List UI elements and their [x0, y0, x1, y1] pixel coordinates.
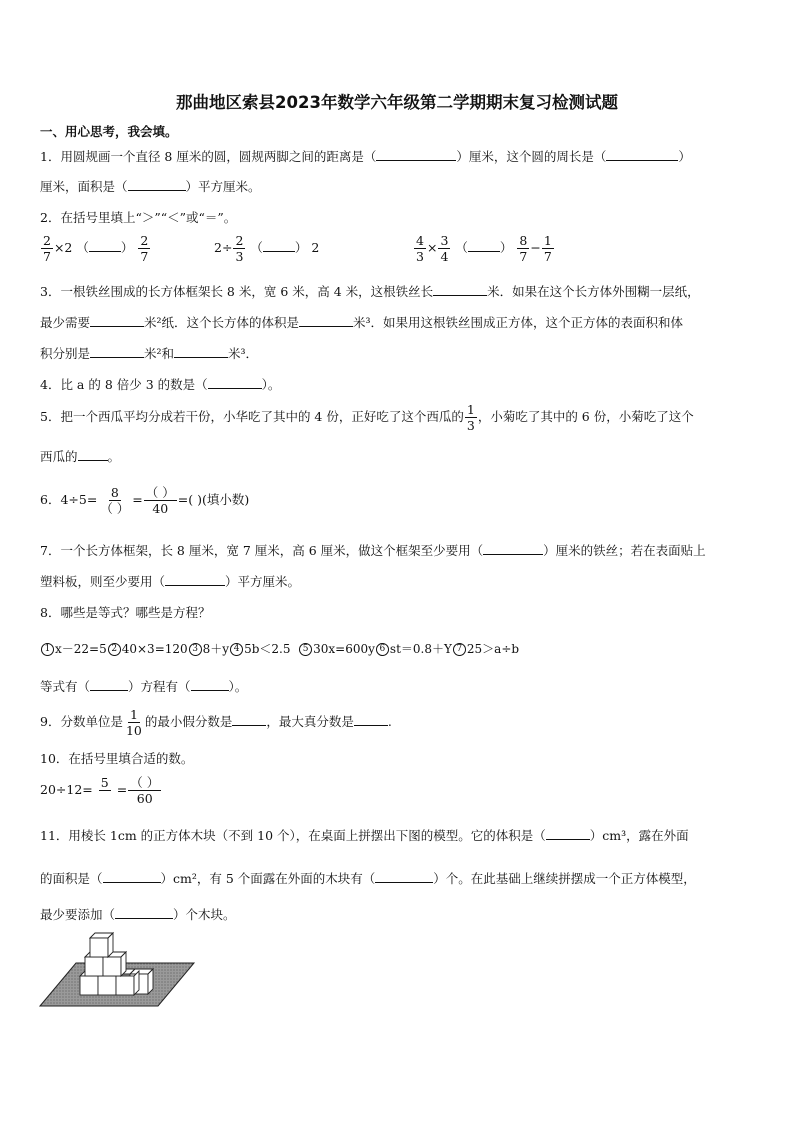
question-11-line-1 — [40, 826, 689, 844]
operator: 2÷ — [214, 240, 233, 255]
fraction: $\frac{2}{7}$ — [140, 233, 149, 264]
fraction: $\frac{2}{3}$ — [235, 233, 244, 264]
q5-text: 5．把一个西瓜平均分成若干份，小华吃了其中的 4 份，正好吃了这个西瓜的 — [40, 409, 464, 424]
q1-text: ）厘米，这个圆的周长是（ — [456, 149, 607, 164]
q9-text: ，最大真分数是 — [266, 714, 354, 729]
q11-text: 最少要添加（ — [40, 907, 116, 922]
q4-text: ）。 — [261, 377, 281, 392]
q4-blank[interactable] — [208, 376, 262, 389]
q8-blank-2[interactable] — [191, 678, 229, 691]
q1-text: ）平方厘米。 — [185, 179, 261, 194]
question-7-line-2 — [40, 572, 300, 590]
q11-text: ）cm²，有 5 个面露在外面的木块有（ — [160, 871, 376, 886]
q2-expr-2 — [214, 233, 319, 264]
q3-blank-3[interactable] — [299, 314, 353, 327]
q6-text: 6．4÷5= — [40, 492, 98, 507]
question-8-text: 8．哪些是等式？哪些是方程？ — [40, 605, 211, 620]
item-number: 7 — [453, 643, 466, 656]
question-10-text: 10．在括号里填合适的数。 — [40, 751, 194, 766]
q2-blank-2[interactable] — [263, 239, 295, 252]
q11-text: 11．用棱长 1cm 的正方体木块（不到 10 个），在桌面上拼摆出下图的模型。它的体积是（ — [40, 828, 546, 843]
paren: （ — [76, 240, 89, 255]
q9-text: 9．分数单位是 — [40, 714, 123, 729]
q3-text: 米．如果在这个长方体外围糊一层纸， — [487, 284, 700, 299]
fraction[interactable]: $\frac{8}{( )}$ — [100, 485, 130, 516]
item-number: 1 — [41, 643, 54, 656]
fraction[interactable]: $\frac{( )}{40}$ — [145, 485, 175, 516]
q1-blank-1[interactable] — [376, 148, 456, 161]
q3-text: 最少需要 — [40, 315, 91, 330]
question-9 — [40, 707, 392, 738]
fraction: $\frac{2}{7}$ — [43, 233, 51, 264]
q7-text: ）平方厘米。 — [225, 574, 301, 589]
q9-text: 的最小假分数是 — [144, 714, 233, 729]
question-5-line-2 — [40, 447, 120, 465]
q7-text: ）厘米的铁丝；若在表面贴上 — [543, 543, 706, 558]
q11-text: 的面积是（ — [40, 871, 103, 886]
item-number: 3 — [189, 643, 202, 656]
q3-text: 米³． — [228, 346, 259, 361]
q3-text: 米³．如果用这根铁丝围成正方体，这个正方体的表面积和体 — [353, 315, 684, 330]
question-1-line-2 — [40, 177, 261, 195]
paren: ） — [120, 240, 134, 255]
operator: ×2 — [53, 240, 73, 255]
q11-text: ）个木块。 — [173, 907, 236, 922]
fraction: $\frac{3}{4}$ — [440, 233, 449, 264]
q10-expression — [40, 775, 162, 806]
expression: x－22=5 — [55, 642, 107, 656]
item-number: 5 — [299, 643, 312, 656]
q6-text: =( )(填小数) — [177, 492, 250, 507]
expression: st＝0.8＋Y — [389, 642, 452, 656]
q7-text: 7．一个长方体框架，长 8 厘米，宽 7 厘米，高 6 厘米，做这个框架至少要用（ — [40, 543, 484, 558]
item-number: 2 — [108, 643, 121, 656]
q9-text: . — [387, 714, 392, 729]
q3-blank-1[interactable] — [433, 283, 487, 296]
q3-text: 3．一根铁丝围成的长方体框架长 8 米，宽 6 米，高 4 米，这根铁丝长 — [40, 284, 434, 299]
question-3-line-2 — [40, 313, 683, 331]
q11-text: ）个。在此基础上继续拼摆成一个正方体模型， — [433, 871, 696, 886]
q8-blank-1[interactable] — [90, 678, 128, 691]
q1-text: 厘米，面积是（ — [40, 179, 128, 194]
fraction[interactable]: $\frac{( )}{60}$ — [130, 775, 160, 806]
question-3-line-3 — [40, 344, 258, 362]
fraction: $\frac{1}{7}$ — [543, 233, 552, 264]
q2-blank-3[interactable] — [468, 239, 500, 252]
q8-answers — [40, 677, 247, 695]
paren: （ — [455, 240, 468, 255]
q1-text: 1．用圆规画一个直径 8 厘米的圆，圆规两脚之间的距离是（ — [40, 149, 377, 164]
q3-blank-2[interactable] — [90, 314, 144, 327]
question-11-line-2 — [40, 869, 696, 887]
q9-blank-2[interactable] — [354, 713, 388, 726]
q1-text: ） — [678, 149, 691, 164]
item-number: 4 — [230, 643, 243, 656]
q8-text: 等式有（ — [40, 679, 91, 694]
fraction: $\frac{1}{10}$ — [125, 707, 142, 738]
q7-blank-2[interactable] — [165, 573, 225, 586]
q11-blank-4[interactable] — [115, 906, 173, 919]
q11-blank-2[interactable] — [103, 870, 161, 883]
paren: ） — [499, 240, 513, 255]
paren: ） — [294, 240, 308, 255]
cube-model-figure — [38, 930, 196, 1010]
expression: 40×3=120 — [121, 642, 188, 656]
q11-text: ）cm³，露在外面 — [589, 828, 689, 843]
q10-text: 20÷12= — [40, 782, 93, 797]
q3-text: 积分别是 — [40, 346, 91, 361]
q5-text: ，小菊吃了其中的 6 份，小菊吃了这个 — [477, 409, 694, 424]
q11-blank-3[interactable] — [375, 870, 433, 883]
question-1-line-1 — [40, 147, 691, 165]
fraction: $\frac{1}{3}$ — [466, 402, 475, 433]
operator: − — [530, 240, 541, 255]
question-5-line-1 — [40, 402, 694, 433]
operator: × — [426, 240, 438, 255]
q2-expr-3 — [413, 233, 555, 264]
fraction: $\frac{4}{3}$ — [416, 233, 424, 264]
q1-blank-2[interactable] — [606, 148, 678, 161]
question-2-text: 2．在括号里填上“＞”“＜”或“＝”。 — [40, 210, 237, 225]
q1-blank-3[interactable] — [128, 178, 186, 191]
q7-text: 塑料板，则至少要用（ — [40, 574, 166, 589]
expression: 8＋y — [202, 642, 230, 656]
expression: 25＞a÷b — [466, 642, 520, 656]
q8-items — [40, 640, 519, 657]
q8-text: ）。 — [228, 679, 248, 694]
q3-text: 米²和 — [144, 346, 175, 361]
question-4 — [40, 375, 280, 393]
q3-text: 米²纸．这个长方体的体积是 — [144, 315, 300, 330]
q2-expr-1 — [40, 233, 151, 264]
question-7-line-1 — [40, 541, 706, 559]
equals: = — [116, 782, 128, 797]
q11-blank-1[interactable] — [546, 827, 590, 840]
equals: = — [132, 492, 143, 507]
q9-blank-1[interactable] — [232, 713, 266, 726]
fraction: $\frac{8}{7}$ — [519, 233, 528, 264]
question-3-line-1 — [40, 282, 700, 300]
paren: （ — [250, 240, 263, 255]
item-number: 6 — [376, 643, 389, 656]
number: 2 — [311, 240, 320, 255]
q5-text: 。 — [107, 449, 121, 464]
question-11-line-3 — [40, 905, 236, 923]
section-heading: 一、用心思考，我会填。 — [40, 124, 178, 139]
q4-text: 4．比 a 的 8 倍少 3 的数是（ — [40, 377, 208, 392]
q2-blank-1[interactable] — [89, 239, 121, 252]
q5-text: 西瓜的 — [40, 449, 78, 464]
q5-blank[interactable] — [78, 448, 108, 461]
q8-text: ）方程有（ — [128, 679, 191, 694]
q3-blank-5[interactable] — [174, 345, 228, 358]
q3-blank-4[interactable] — [90, 345, 144, 358]
expression: 5b＜2.5 — [244, 642, 291, 656]
question-6 — [40, 485, 249, 516]
page-title: 那曲地区索县2023年数学六年级第二学期期末复习检测试题 — [176, 93, 618, 112]
expression: 30x=600y — [313, 642, 375, 656]
fraction[interactable]: 5 — [100, 775, 109, 790]
q7-blank-1[interactable] — [483, 542, 543, 555]
